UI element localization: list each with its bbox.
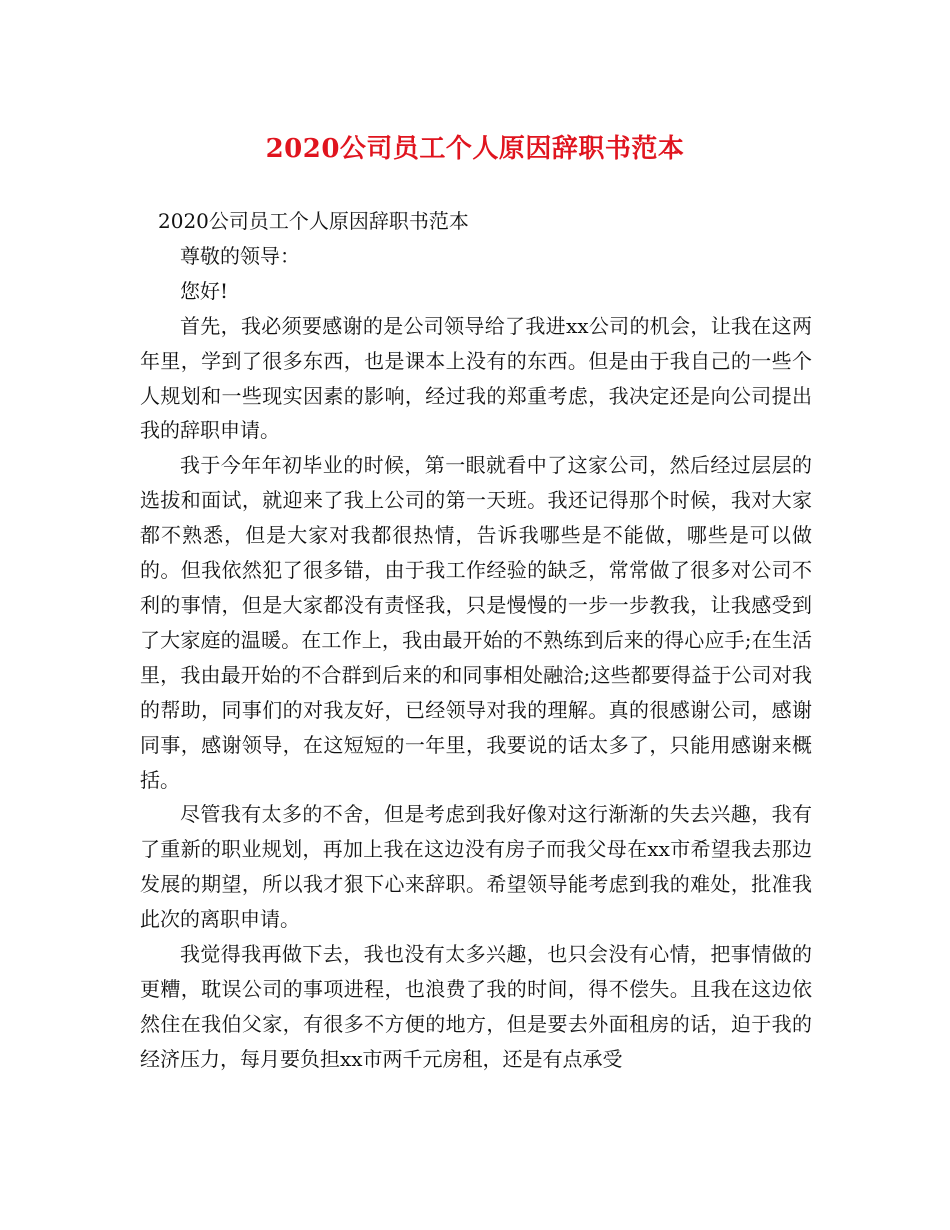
paragraph: 首先，我必须要感谢的是公司领导给了我进xx公司的机会，让我在这两年里，学到了很多东西，也是课本上没有的东西。但是由于我自己的一些个人规划和一些现实因素的影响，经过我的郑重考虑，我决定还是向公司提出我的辞职申请。 <box>140 313 812 443</box>
document-subtitle: 2020公司员工个人原因辞职书范本 <box>158 209 469 233</box>
paragraph: 我于今年年初毕业的时候，第一眼就看中了这家公司，然后经过层层的选拔和面试，就迎来了我上公司的第一天班。我还记得那个时候，我对大家都不熟悉，但是大家对我都很热情，告诉我哪些是不能做，哪些是可以做的。但我依然犯了很多错，由于我工作经验的缺乏，常常做了很多对公司不利的事情，但是大家都没有责怪我，只是慢慢的一步一步教我，让我感受到了大家庭的温暖。在工作上，我由最开始的不熟练到后来的得心应手;在生活里，我由最开始的不合群到后来的和同事相处融洽;这些都要得益于公司对我的帮助，同事们的对我友好，已经领导对我的理解。真的很感谢公司，感谢同事，感谢领导，在这短短的一年里，我要说的话太多了，只能用感谢来概括。 <box>140 453 812 792</box>
document-title: 2020公司员工个人原因辞职书范本 <box>265 134 685 164</box>
document-body <box>140 204 812 1077</box>
salutation: 尊敬的领导： <box>180 243 300 268</box>
paragraph: 我觉得我再做下去，我也没有太多兴趣，也只会没有心情，把事情做的更糟，耽误公司的事项进程，也浪费了我的时间，得不偿失。且我在这边依然住在我伯父家，有很多不方便的地方，但是要去外面租房的话，迫于我的经济压力，每月要负担xx市两千元房租，还是有点承受 <box>140 942 812 1071</box>
greeting: 您好! <box>180 278 229 303</box>
paragraph: 尽管我有太多的不舍，但是考虑到我好像对这行渐渐的失去兴趣，我有了重新的职业规划，再加上我在这边没有房子而我父母在xx市希望我去那边发展的期望，所以我才狠下心来辞职。希望领导能考虑到我的难处，批准我此次的离职申请。 <box>140 802 812 932</box>
